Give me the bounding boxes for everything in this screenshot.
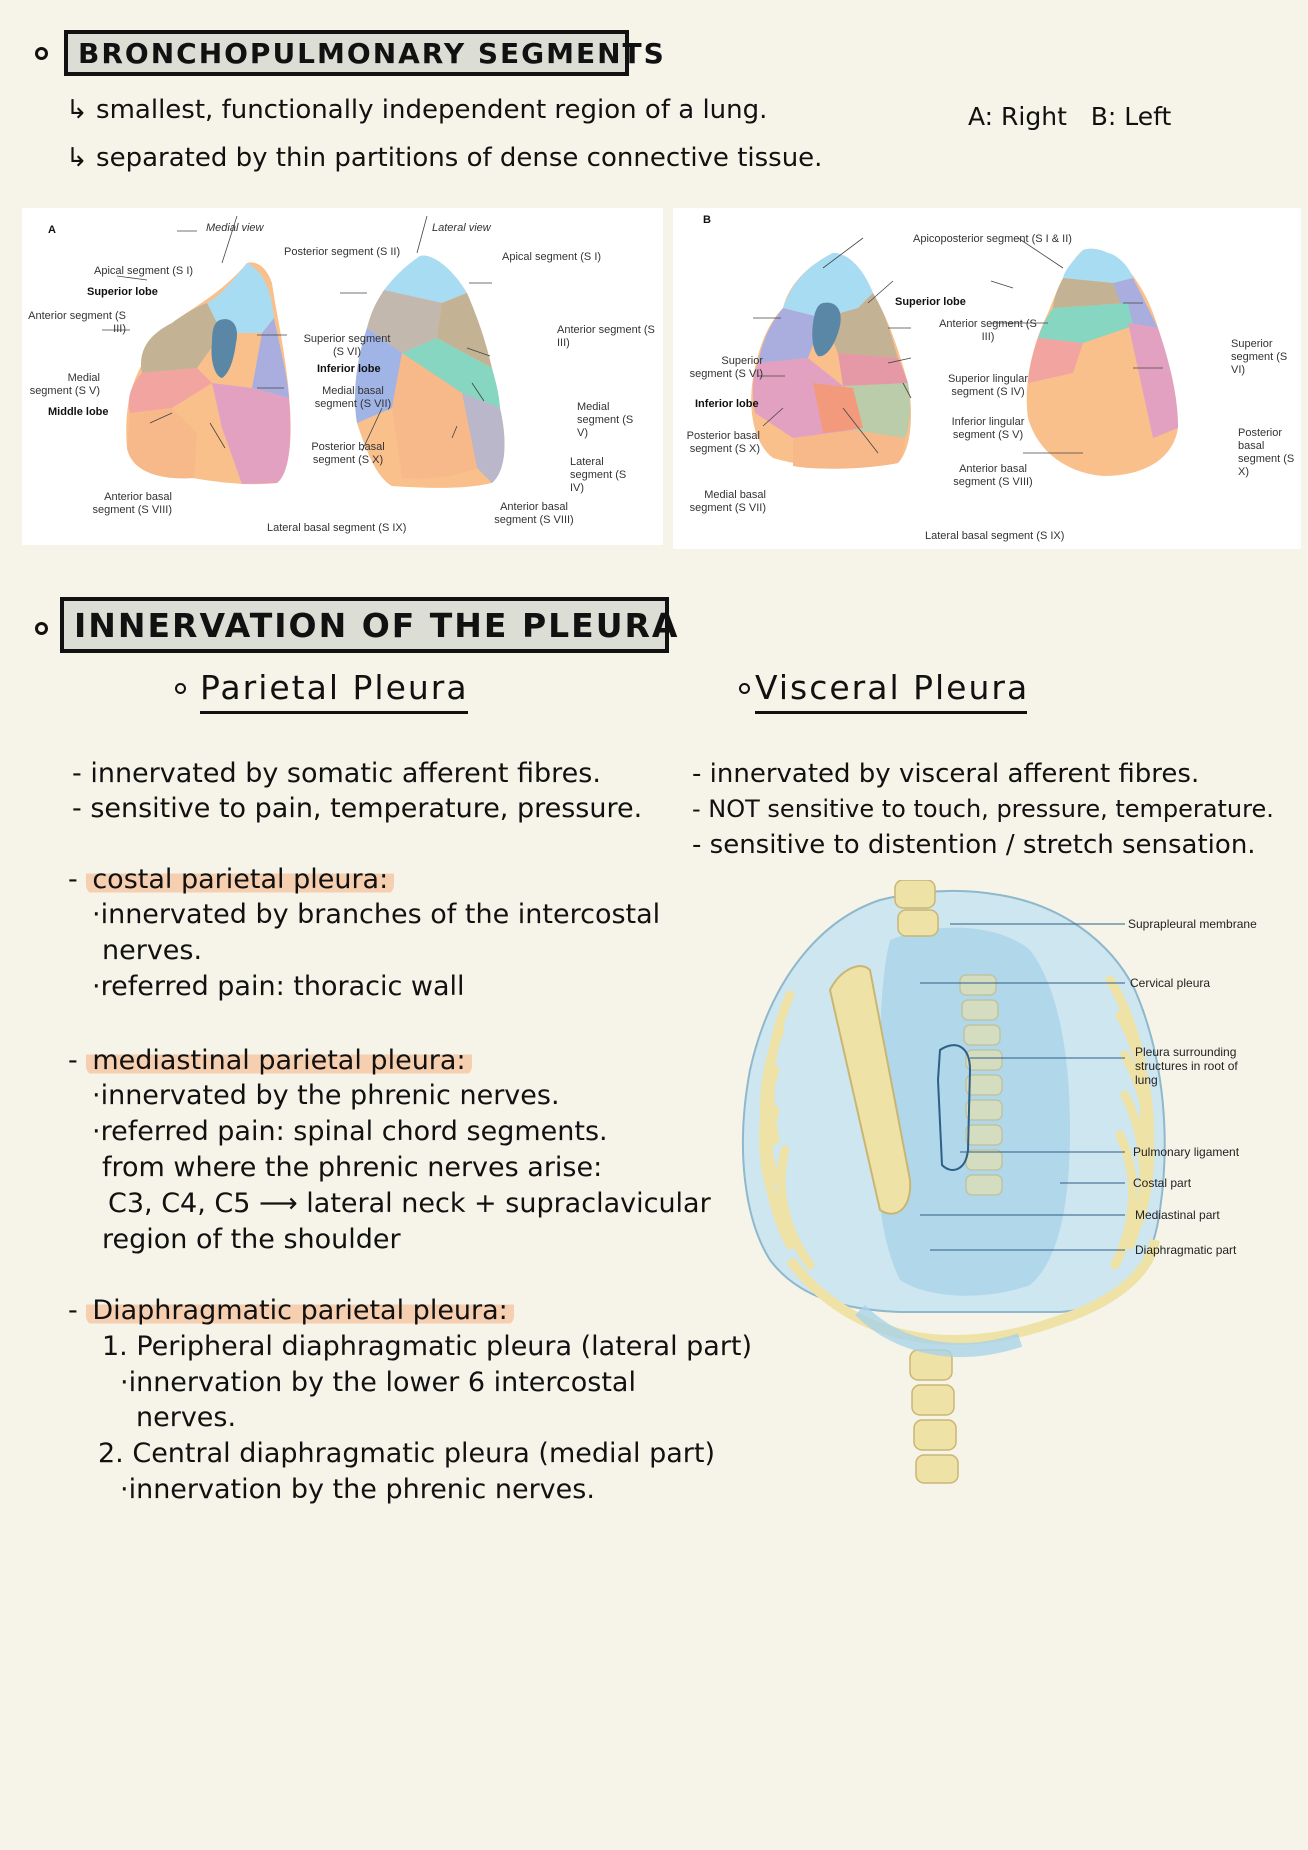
segment-label: Medial segment (S V) [29,372,100,397]
segment-label: Inferior lingular segment (S V) [951,416,1025,441]
diaphragmatic-line: 1. Peripheral diaphragmatic pleura (lateral part) [102,1331,753,1362]
panel-letter: B [703,214,711,226]
mediastinal-line: ·innervated by the phrenic nerves. [92,1080,560,1111]
mediastinal-line: ·referred pain: spinal chord segments. [92,1116,608,1147]
segment-label: Posterior basal segment (S X) [311,441,385,466]
left-lung-lateral [1027,249,1178,476]
segment-label: Posterior segment (S II) [284,246,401,258]
section-title: BRONCHOPULMONARY SEGMENTS [64,30,629,76]
visceral-title: Visceral Pleura [755,668,1027,714]
mediastinal-line: from where the phrenic nerves arise: [102,1152,603,1183]
section-bullet [35,47,48,60]
thorax-label: Cervical pleura [1130,976,1211,990]
diaphragmatic-line: ·innervation by the phrenic nerves. [120,1474,595,1505]
segment-label: Apical segment (S I) [502,251,602,263]
lobe-label: Superior lobe [895,296,966,308]
mediastinal-line: region of the shoulder [102,1224,401,1255]
segment-label: Posterior basal segment (S X) [686,430,760,455]
costal-title: - costal parietal pleura: [68,862,394,898]
thorax-label: Diaphragmatic part [1135,1243,1237,1257]
figure-b-panel [673,208,1301,549]
segment-label: Lateral basal segment (S IX) [267,522,407,534]
mediastinal-line: C3, C4, C5 ⟶ lateral neck + supraclavicular [108,1188,711,1219]
left-lung-medial [751,253,911,469]
thorax-label: Suprapleural membrane [1128,917,1257,931]
segment-label: Medial basal segment (S VII) [314,385,392,410]
thorax-label: Pulmonary ligament [1133,1145,1240,1159]
parietal-title: Parietal Pleura [200,668,468,714]
segment-label: Medial basal segment (S VII) [689,489,766,514]
costal-line: nerves. [102,935,203,966]
diaphragmatic-line: 2. Central diaphragmatic pleura (medial part) [98,1438,716,1469]
figure-a-panel [22,208,663,545]
definition-line: ↳ smallest, functionally independent region of a lung. [66,95,768,125]
parietal-line: - sensitive to pain, temperature, pressure. [72,793,643,824]
costal-line: ·innervated by branches of the intercostal [92,899,661,930]
view-caption: Medial view [206,222,264,234]
segment-label: Medial segment (S V) [577,401,634,439]
lobe-label: Inferior lobe [695,398,759,410]
segment-label: Anterior basal segment (S VIII) [92,491,172,516]
thorax-illustration [730,880,1290,1490]
segment-label: Superior segment (S VI) [1231,338,1288,376]
segment-label: Anterior basal segment (S VIII) [953,463,1033,488]
segment-label: Anterior segment (S III) [557,324,655,349]
visceral-line: - sensitive to distention / stretch sensation. [692,830,1256,860]
segment-label: Superior segment (S VI) [303,333,391,358]
segment-label: Lateral basal segment (S IX) [925,530,1065,542]
thorax-figure [730,880,1290,1490]
section-title: INNERVATION OF THE PLEURA [60,597,669,653]
segment-label: Anterior segment (S III) [28,310,126,335]
segment-label: Apicoposterior segment (S I & II) [913,233,1072,245]
lobe-label: Inferior lobe [317,363,381,375]
lobe-label: Middle lobe [48,406,109,418]
diaphragmatic-line: nerves. [136,1402,237,1433]
view-caption: Lateral view [432,222,491,234]
parietal-line: - innervated by somatic afferent fibres. [72,758,601,789]
mediastinal-title: - mediastinal parietal pleura: [68,1043,472,1079]
segment-label: Apical segment (S I) [94,265,194,277]
segment-label: Superior lingular segment (S IV) [947,373,1029,398]
figure-legend: A: Right B: Left [968,102,1172,131]
segment-label: Anterior segment (S III) [939,318,1037,343]
segment-label: Posterior basal segment (S X) [1238,427,1295,478]
definition-line: ↳ separated by thin partitions of dense connective tissue. [66,143,823,173]
segment-label: Anterior basal segment (S VIII) [494,501,574,526]
thorax-label: Pleura surrounding structures in root of lung [1135,1045,1238,1087]
segment-label: Lateral segment (S IV) [570,456,627,494]
subsection-bullet [739,683,750,694]
thorax-label: Mediastinal part [1135,1208,1220,1222]
thorax-label: Costal part [1133,1176,1192,1190]
section-bullet [35,622,48,635]
segment-label: Superior segment (S VI) [689,355,763,380]
visceral-line: - innervated by visceral afferent fibres. [692,759,1200,789]
visceral-line: - NOT sensitive to touch, pressure, temperature. [692,795,1274,823]
diaphragmatic-line: ·innervation by the lower 6 intercostal [120,1367,636,1398]
costal-line: ·referred pain: thoracic wall [92,971,465,1002]
panel-letter: A [48,224,56,236]
lobe-label: Superior lobe [87,286,158,298]
subsection-bullet [175,683,186,694]
diaphragmatic-title: - Diaphragmatic parietal pleura: [68,1293,514,1329]
